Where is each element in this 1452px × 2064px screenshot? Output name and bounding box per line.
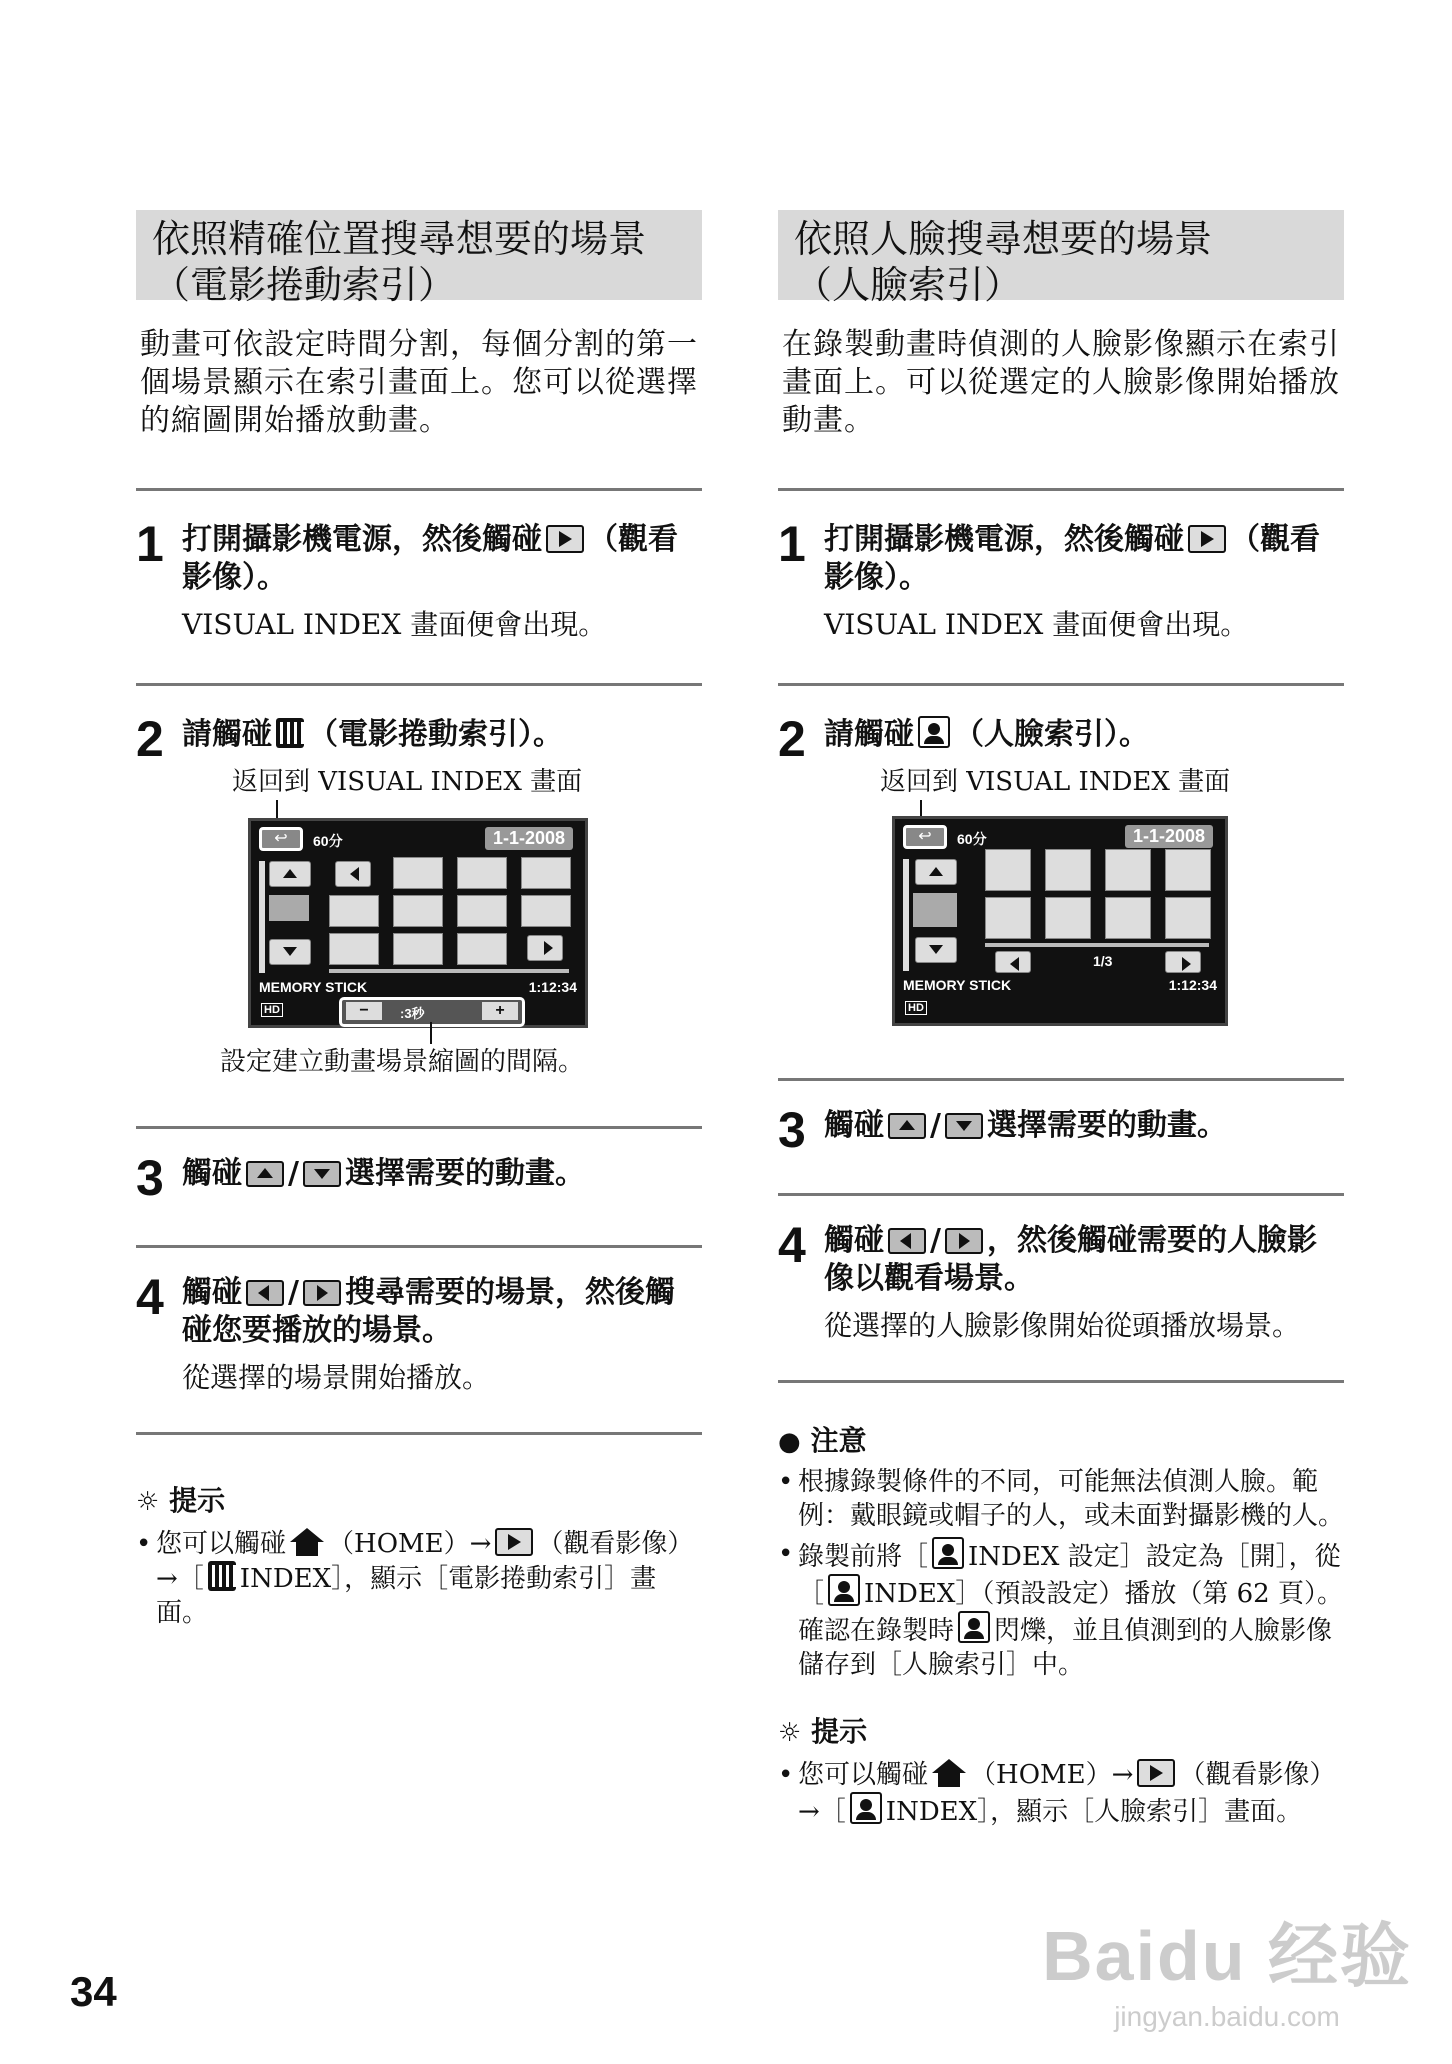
divider — [778, 683, 1344, 686]
right-tip: ☼ 提示 • 您可以觸碰 （HOME）→ （觀看影像）→［ INDEX］，顯示［人臉索引］畫面。 — [778, 1710, 1344, 1829]
divider — [778, 1380, 1344, 1383]
up-button[interactable] — [915, 859, 957, 885]
caution-icon: ● — [778, 1427, 801, 1457]
scroll-track[interactable] — [903, 859, 909, 971]
play-icon — [546, 525, 584, 553]
right-step-2: 2 請觸碰 （人臉索引）。 — [778, 711, 1149, 767]
face-thumbnail[interactable] — [1105, 897, 1151, 939]
scene-thumbnail[interactable] — [457, 857, 507, 889]
face-icon — [958, 1611, 990, 1643]
left-step-3: 3 觸碰 / 選擇需要的動畫。 — [136, 1150, 585, 1206]
down-button[interactable] — [915, 937, 957, 963]
current-movie-thumb — [269, 895, 309, 921]
divider — [136, 683, 702, 686]
date-label: 1-1-2008 — [485, 827, 573, 850]
face-thumbnail[interactable] — [1105, 849, 1151, 891]
return-button[interactable]: ↩ — [903, 825, 947, 849]
progress-bar — [985, 943, 1209, 947]
face-icon — [932, 1537, 964, 1569]
interval-control — [339, 997, 525, 1027]
face-index-screen — [892, 816, 1228, 1026]
divider — [778, 1193, 1344, 1196]
film-roll-icon — [276, 718, 304, 748]
divider — [136, 1126, 702, 1129]
scene-thumbnail[interactable] — [521, 895, 571, 927]
minus-button[interactable]: − — [346, 1002, 382, 1020]
up-arrow-icon — [246, 1161, 284, 1187]
media-label: MEMORY STICK — [259, 979, 368, 995]
return-button[interactable]: ↩ — [259, 827, 303, 851]
left-tip: ☼ 提示 • 您可以觸碰 （HOME）→ （觀看影像）→［ INDEX］，顯示［電影捲動索引］畫面。 — [136, 1479, 702, 1630]
film-roll-index-screen — [248, 818, 588, 1028]
right-intro: 在錄製動畫時偵測的人臉影像顯示在索引畫面上。可以從選定的人臉影像開始播放動畫。 — [782, 327, 1340, 438]
scene-thumbnail[interactable] — [521, 857, 571, 889]
baidu-watermark: Baidu 经验 jingyan.baidu.com — [1042, 1917, 1412, 2032]
divider — [136, 488, 702, 491]
time-counter: 1:12:34 — [528, 979, 577, 995]
hd-badge: HD — [261, 1003, 283, 1017]
progress-bar — [329, 969, 569, 973]
interval-value: :3秒 — [400, 1006, 425, 1021]
date-label: 1-1-2008 — [1125, 825, 1213, 848]
scene-thumbnail[interactable] — [457, 895, 507, 927]
scroll-track[interactable] — [259, 861, 265, 973]
up-button[interactable] — [269, 861, 311, 887]
page-number: 34 — [70, 1968, 117, 2015]
left-arrow-icon — [246, 1280, 284, 1306]
right-figure — [778, 766, 1344, 1048]
left-step-4: 4 觸碰 / 搜尋需要的場景，然後觸碰您要播放的場景。 從選擇的場景開始播放。 — [136, 1269, 675, 1394]
scene-thumbnail[interactable] — [393, 857, 443, 889]
divider — [778, 1078, 1344, 1081]
scene-thumbnail[interactable] — [329, 933, 379, 965]
left-step-1: 1 打開攝影機電源，然後觸碰 （觀看影像）。 VISUAL INDEX 畫面便會出現。 — [136, 516, 678, 641]
plus-button[interactable]: + — [482, 1002, 518, 1020]
page-indicator: 1/3 — [1093, 953, 1113, 969]
face-icon — [828, 1574, 860, 1606]
face-icon — [850, 1792, 882, 1824]
right-step-4: 4 觸碰 / ，然後觸碰需要的人臉影像以觀看場景。 從選擇的人臉影像開始從頭播放場景。 — [778, 1217, 1317, 1342]
right-section-title: 依照人臉搜尋想要的場景 （人臉索引） — [778, 210, 1344, 300]
right-step-3: 3 觸碰 / 選擇需要的動畫。 — [778, 1102, 1227, 1158]
right-column — [778, 210, 1344, 1829]
right-note: ● 注意 • 根據錄製條件的不同，可能無法偵測人臉。範例：戴眼鏡或帽子的人，或未面對攝影機的人。 • 錄製前將［ INDEX 設定］設定為［開］，從［ INDEX］（預設設定）播放（第 62 頁）。確認在錄製時 閃爍，並且偵測到的人臉影像儲存到［人臉索引］中。 — [778, 1419, 1344, 1682]
down-arrow-icon — [303, 1161, 341, 1187]
left-figure — [136, 766, 702, 1106]
media-label: MEMORY STICK — [903, 977, 1012, 993]
scene-thumbnail[interactable] — [393, 933, 443, 965]
right-arrow-icon — [945, 1228, 983, 1254]
time-counter: 1:12:34 — [1168, 977, 1217, 993]
left-intro: 動畫可依設定時間分割，每個分割的第一個場景顯示在索引畫面上。您可以從選擇的縮圖開始播放動畫。 — [140, 327, 698, 438]
face-thumbnail[interactable] — [985, 849, 1031, 891]
home-icon — [290, 1528, 324, 1556]
left-step-2: 2 請觸碰 （電影捲動索引）。 — [136, 711, 563, 767]
callout-interval: 設定建立動畫場景縮圖的間隔。 — [220, 1047, 585, 1077]
next-button[interactable] — [527, 935, 563, 961]
face-thumbnail[interactable] — [1165, 849, 1211, 891]
face-thumbnail[interactable] — [1045, 849, 1091, 891]
divider — [778, 488, 1344, 491]
home-icon — [932, 1759, 966, 1787]
play-icon — [1137, 1759, 1175, 1787]
up-arrow-icon — [888, 1113, 926, 1139]
right-arrow-icon — [303, 1280, 341, 1306]
divider — [136, 1432, 702, 1435]
play-icon — [1188, 525, 1226, 553]
tip-bulb-icon: ☼ — [778, 1718, 802, 1748]
battery-indicator: 60分 — [313, 833, 343, 849]
right-step-1: 1 打開攝影機電源，然後觸碰 （觀看影像）。 VISUAL INDEX 畫面便會出現。 — [778, 516, 1320, 641]
tip-bulb-icon: ☼ — [136, 1487, 160, 1517]
prev-button[interactable] — [335, 861, 371, 887]
prev-page-button[interactable] — [995, 951, 1031, 973]
battery-indicator: 60分 — [957, 831, 987, 847]
play-icon — [495, 1528, 533, 1556]
down-button[interactable] — [269, 939, 311, 965]
left-section-title: 依照精確位置搜尋想要的場景 （電影捲動索引） — [136, 210, 702, 300]
face-icon — [918, 716, 950, 748]
left-column — [136, 210, 702, 1630]
hd-badge: HD — [905, 1001, 927, 1015]
scene-thumbnail[interactable] — [457, 933, 507, 965]
film-roll-icon — [208, 1561, 236, 1591]
divider — [136, 1245, 702, 1248]
left-arrow-icon — [888, 1228, 926, 1254]
callout-line — [276, 800, 278, 820]
current-movie-thumb — [913, 893, 957, 927]
face-thumbnail[interactable] — [985, 897, 1031, 939]
callout-back: 返回到 VISUAL INDEX 畫面 — [880, 767, 1231, 797]
down-arrow-icon — [945, 1113, 983, 1139]
callout-line — [430, 1022, 432, 1044]
next-page-button[interactable] — [1165, 951, 1201, 973]
scene-thumbnail[interactable] — [329, 895, 379, 927]
scene-thumbnail[interactable] — [393, 895, 443, 927]
callout-back: 返回到 VISUAL INDEX 畫面 — [232, 767, 583, 797]
face-thumbnail[interactable] — [1045, 897, 1091, 939]
face-thumbnail[interactable] — [1165, 897, 1211, 939]
